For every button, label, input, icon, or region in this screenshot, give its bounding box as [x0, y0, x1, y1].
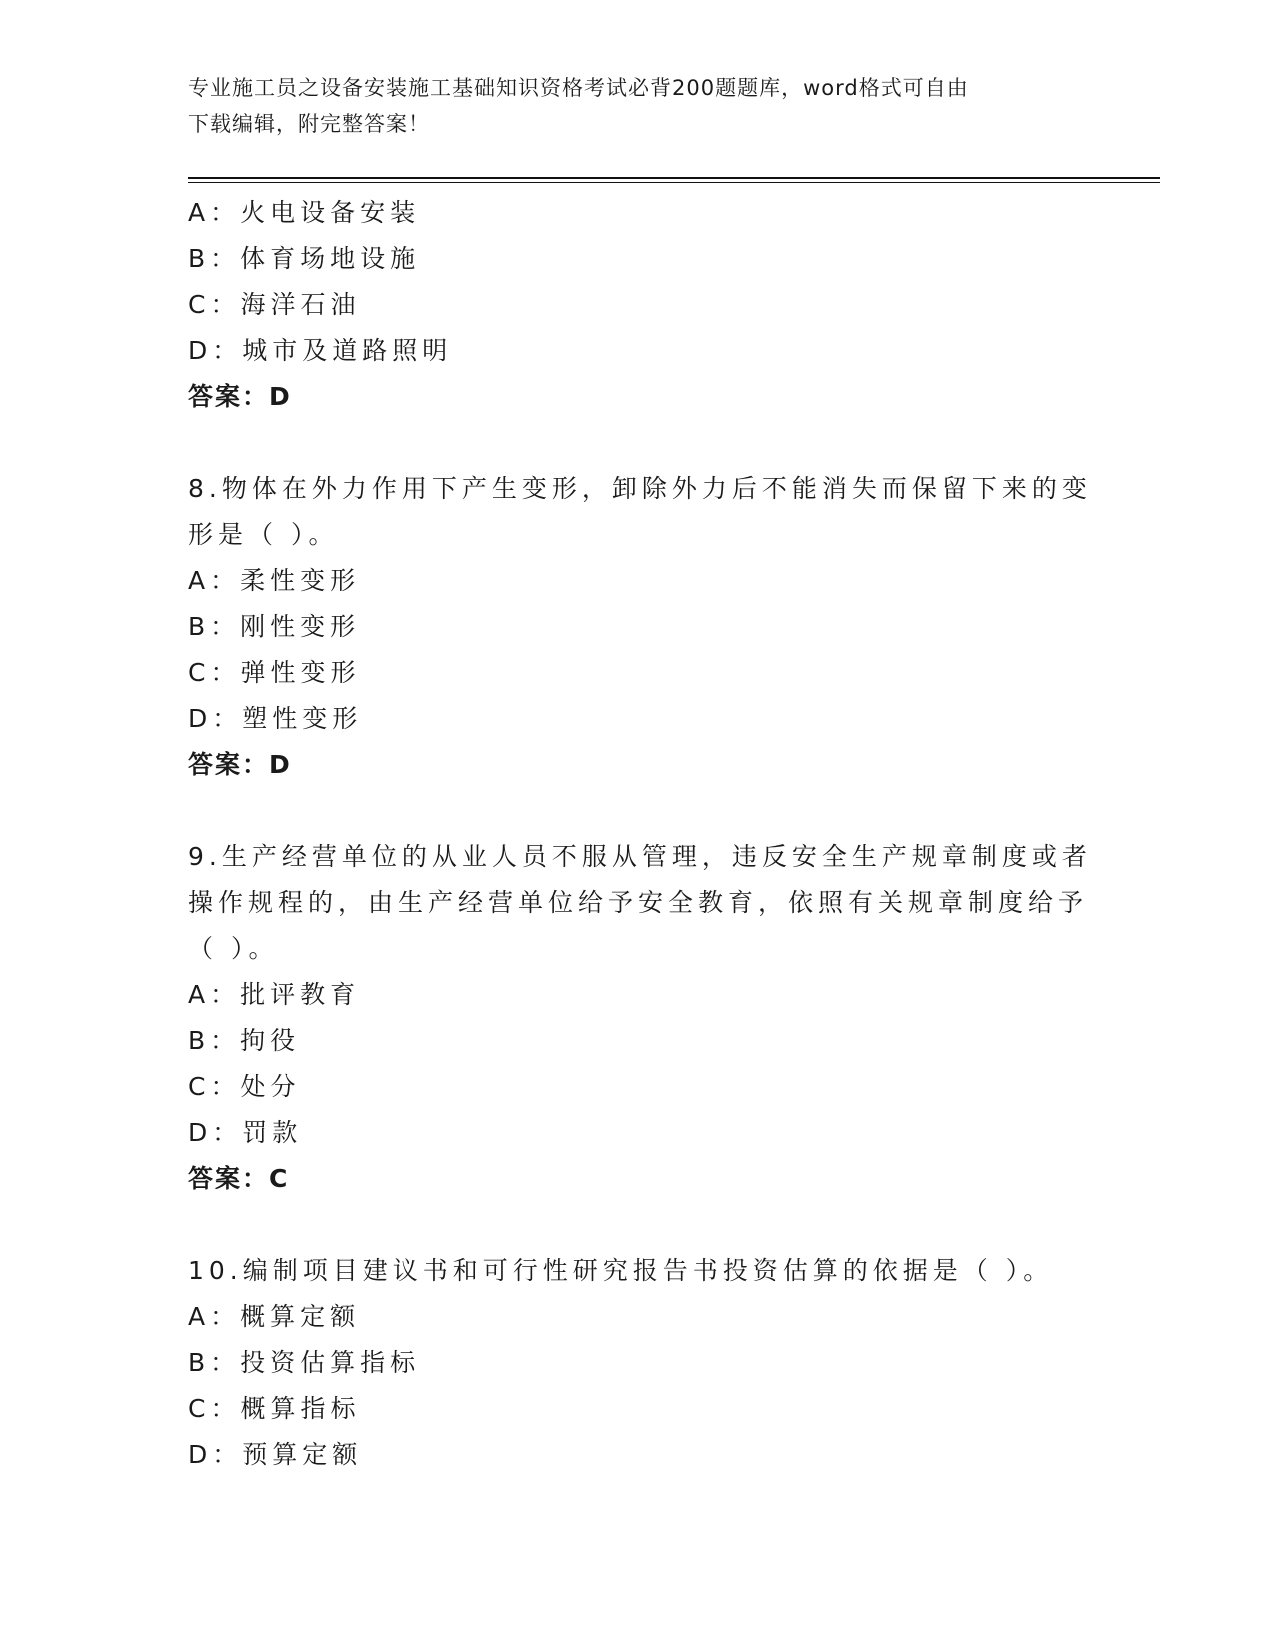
option-d: D：塑性变形	[188, 704, 363, 733]
option-a: A：柔性变形	[188, 566, 361, 595]
option-a: A：概算定额	[188, 1302, 361, 1331]
header-title-line-1: 专业施工员之设备安装施工基础知识资格考试必背200题题库，word格式可自由	[188, 76, 969, 100]
option-b: B：拘役	[188, 1026, 301, 1055]
question-stem: 操作规程的，由生产经营单位给予安全教育，依照有关规章制度给予	[188, 888, 1089, 917]
question-stem: （ ）。	[188, 934, 279, 963]
question-stem: 10.编制项目建议书和可行性研究报告书投资估算的依据是（ ）。	[188, 1256, 1054, 1285]
option-b: B：投资估算指标	[188, 1348, 421, 1377]
option-a: A：火电设备安装	[188, 198, 421, 227]
header-title-line-2: 下载编辑，附完整答案！	[188, 112, 430, 136]
option-c: C：弹性变形	[188, 658, 361, 687]
question-stem: 形是（ ）。	[188, 520, 339, 549]
answer-line: 答案：C	[188, 1164, 290, 1193]
option-b: B：体育场地设施	[188, 244, 421, 273]
option-d: D：城市及道路照明	[188, 336, 453, 365]
answer-line: 答案：D	[188, 750, 292, 779]
question-block	[188, 190, 1068, 420]
option-d: D：预算定额	[188, 1440, 363, 1469]
question-stem: 9.生产经营单位的从业人员不服从管理，违反安全生产规章制度或者	[188, 842, 1092, 871]
question-block	[188, 466, 1092, 788]
option-c: C：处分	[188, 1072, 301, 1101]
page-header	[188, 70, 1068, 142]
answer-line: 答案：D	[188, 382, 292, 411]
option-c: C：海洋石油	[188, 290, 361, 319]
question-block	[188, 834, 1092, 1202]
option-a: A：批评教育	[188, 980, 361, 1009]
option-d: D：罚款	[188, 1118, 303, 1147]
option-c: C：概算指标	[188, 1394, 361, 1423]
header-divider	[188, 177, 1160, 183]
question-list	[188, 190, 1092, 1478]
question-stem: 8.物体在外力作用下产生变形，卸除外力后不能消失而保留下来的变	[188, 474, 1092, 503]
question-block	[188, 1248, 1068, 1478]
option-b: B：刚性变形	[188, 612, 361, 641]
